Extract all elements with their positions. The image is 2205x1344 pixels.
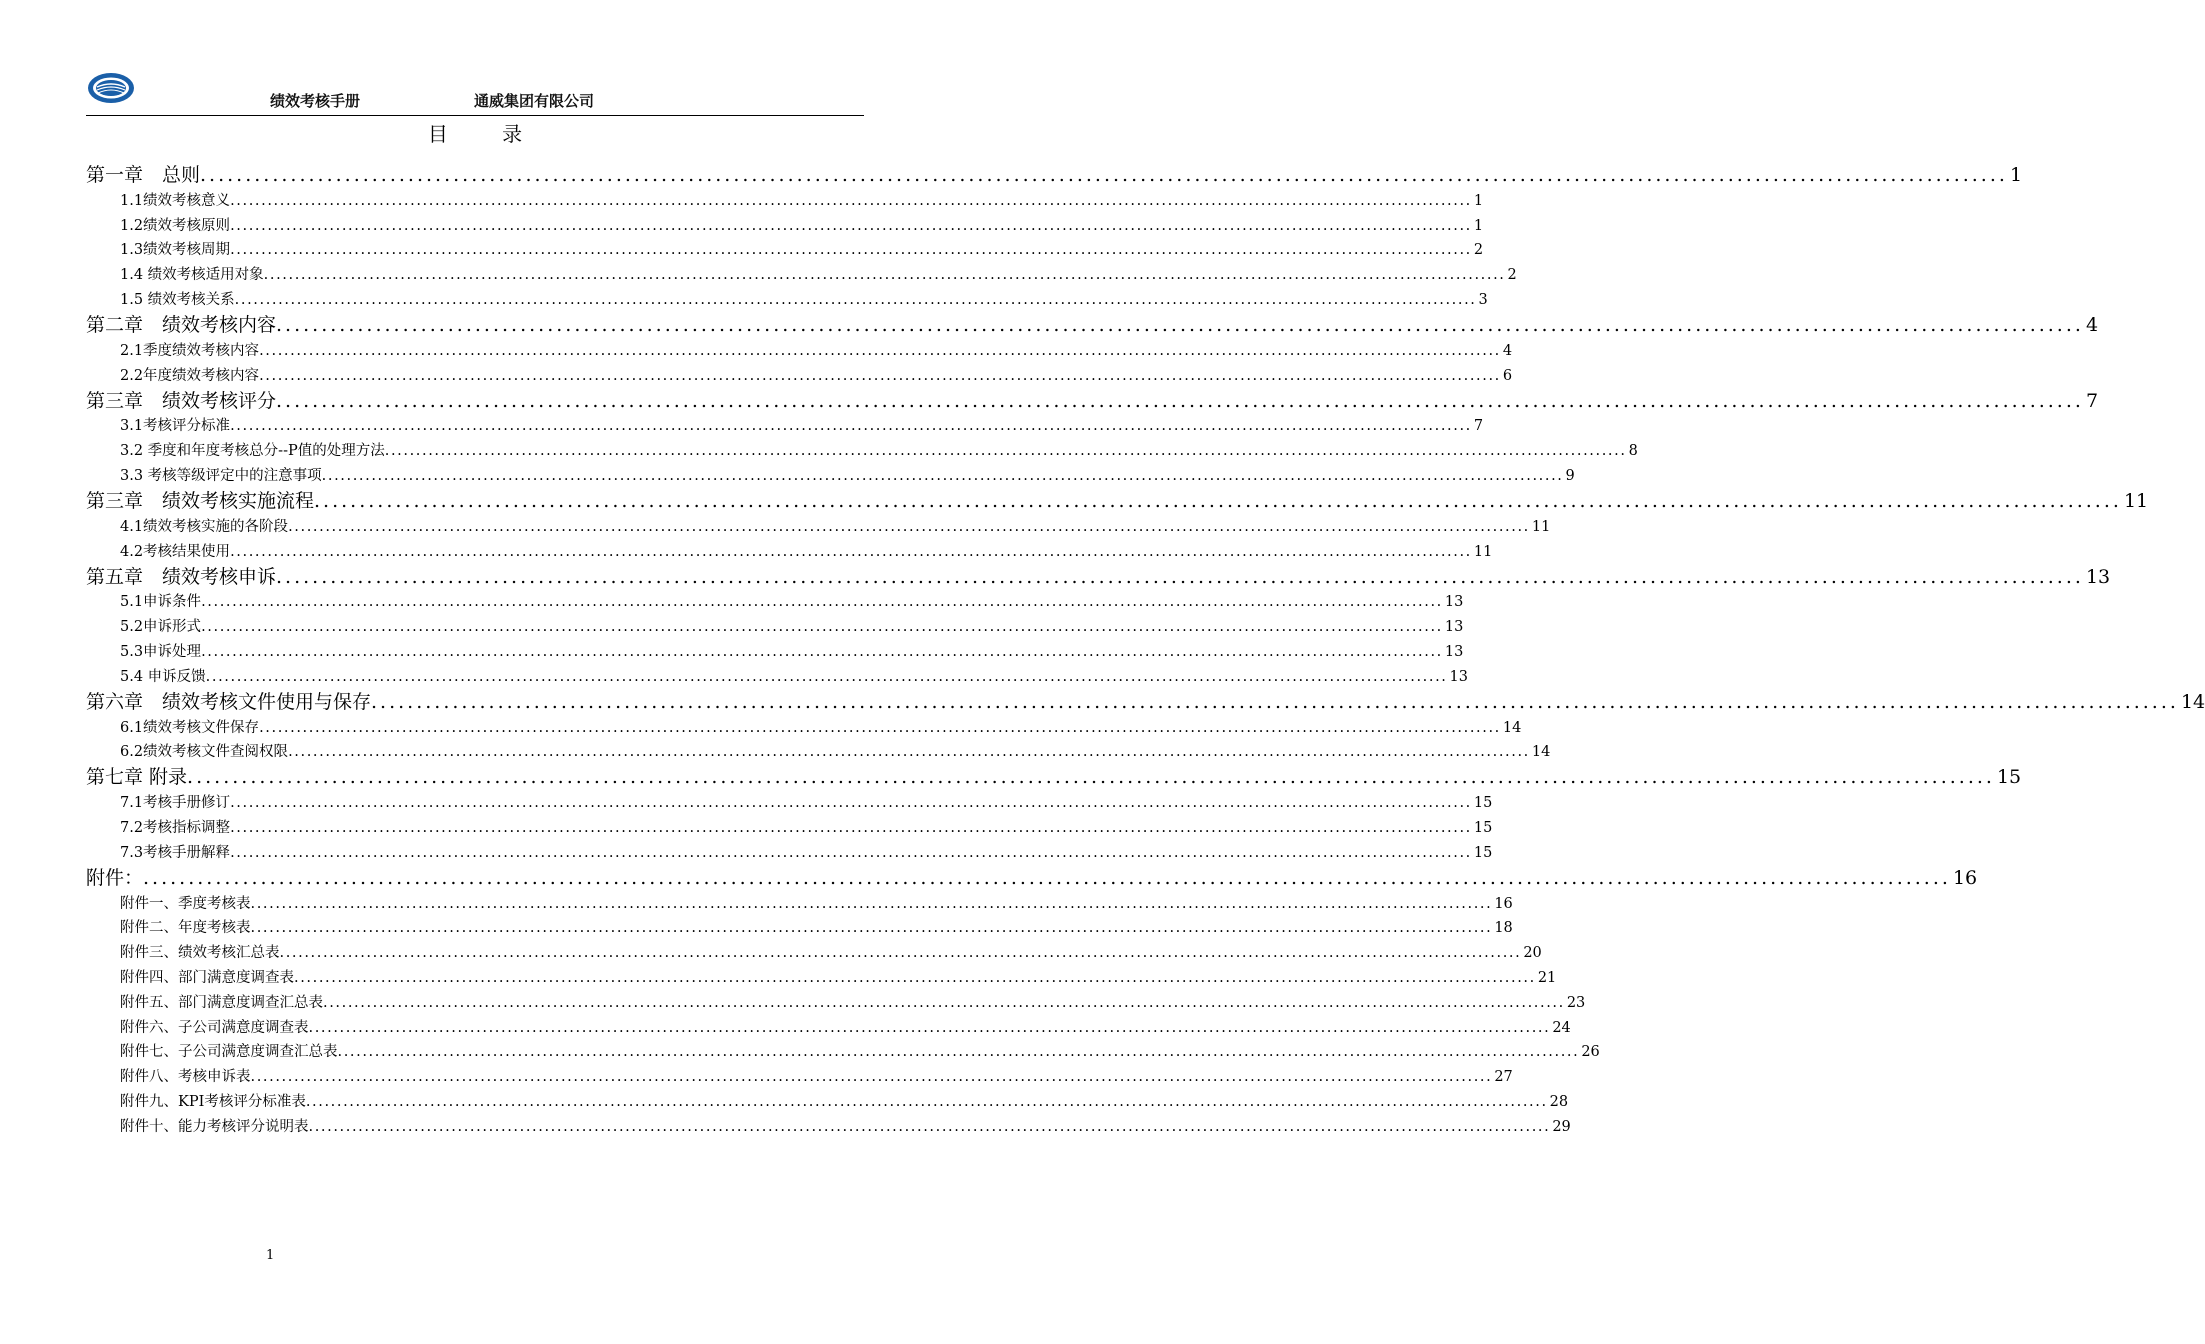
toc-section-entry[interactable] [86, 1015, 1571, 1040]
toc-chapter-entry[interactable] [86, 689, 2205, 715]
toc-entry-page: 1 [2009, 164, 2023, 186]
toc-entry-page: 15 [1473, 795, 1493, 812]
toc-leader-dots: ........................................................................................................................................................................................................ [200, 164, 2008, 186]
toc-section-entry[interactable] [86, 740, 1551, 765]
toc-leader-dots: ........................................................................................................................................................................................................ [308, 1118, 1551, 1135]
toc-entry-page: 7 [2085, 389, 2099, 412]
toc-leader-dots: ........................................................................................................................................................................................................ [259, 719, 1501, 736]
toc-section-entry[interactable] [86, 414, 1484, 439]
toc-leader-dots: ........................................................................................................................................................................................................ [230, 192, 1472, 209]
header-rule [86, 115, 864, 116]
toc-entry-page: 15 [1473, 844, 1493, 861]
toc-entry-page: 11 [1531, 518, 1551, 535]
table-of-contents [86, 162, 2205, 1139]
toc-section-entry[interactable] [86, 891, 1513, 916]
toc-section-entry[interactable] [86, 188, 1484, 213]
toc-entry-page: 15 [1473, 819, 1493, 836]
toc-leader-dots: ........................................................................................................................................................................................................ [276, 389, 2084, 412]
toc-chapter-entry[interactable] [86, 865, 1978, 891]
toc-entry-page: 1 [1473, 192, 1484, 209]
toc-title-text: 目 录 [427, 122, 523, 146]
toc-entry-page: 24 [1552, 1019, 1571, 1036]
toc-entry-label: 1.4 绩效考核适用对象 [120, 267, 264, 284]
toc-entry-label: 第六章 绩效考核文件使用与保存 [86, 690, 372, 713]
toc-entry-label: 附件七、子公司满意度调查汇总表 [120, 1044, 338, 1061]
toc-leader-dots: ........................................................................................................................................................................................................ [308, 1019, 1551, 1036]
toc-leader-dots: ........................................................................................................................................................................................................ [250, 920, 1493, 937]
toc-entry-label: 第五章 绩效考核申诉 [86, 565, 277, 588]
toc-section-entry[interactable] [86, 287, 1488, 312]
toc-section-entry[interactable] [86, 590, 1464, 615]
toc-entry-label: 附件二、年度考核表 [120, 920, 251, 937]
toc-entry-page: 3 [1478, 291, 1488, 308]
toc-leader-dots: ........................................................................................................................................................................................................ [314, 489, 2122, 512]
toc-leader-dots: ........................................................................................................................................................................................................ [259, 367, 1501, 384]
toc-leader-dots: ........................................................................................................................................................................................................ [288, 744, 1530, 761]
toc-entry-label: 第三章 绩效考核实施流程 [86, 489, 315, 512]
toc-entry-page: 16 [1494, 895, 1513, 912]
toc-entry-label: 2.2年度绩效考核内容 [120, 367, 260, 384]
toc-entry-label: 附件一、季度考核表 [120, 895, 251, 912]
toc-entry-page: 27 [1494, 1069, 1513, 1086]
toc-section-entry[interactable] [86, 790, 1493, 815]
toc-section-entry[interactable] [86, 338, 1513, 363]
toc-leader-dots: ........................................................................................................................................................................................................ [337, 1044, 1580, 1061]
toc-entry-label: 3.2 季度和年度考核总分--P值的处理方法 [120, 443, 385, 460]
toc-leader-dots: ........................................................................................................................................................................................................ [250, 1069, 1493, 1086]
manual-title: 绩效考核手册 [270, 92, 361, 110]
toc-entry-page: 14 [1531, 744, 1551, 761]
toc-section-entry[interactable] [86, 514, 1551, 539]
toc-entry-label: 4.1绩效考核实施的各阶段 [120, 518, 289, 535]
toc-leader-dots: ........................................................................................................................................................................................................ [276, 313, 2084, 336]
toc-leader-dots: ........................................................................................................................................................................................................ [230, 543, 1472, 560]
toc-leader-dots: ........................................................................................................................................................................................................ [230, 844, 1472, 861]
toc-entry-label: 附件十、能力考核评分说明表 [120, 1118, 309, 1135]
toc-section-entry[interactable] [86, 1089, 1569, 1114]
toc-entry-page: 15 [1996, 766, 2022, 789]
toc-leader-dots: ........................................................................................................................................................................................................ [321, 467, 1564, 484]
toc-leader-dots: ........................................................................................................................................................................................................ [250, 895, 1493, 912]
toc-entry-label: 附件八、考核申诉表 [120, 1069, 251, 1086]
toc-leader-dots: ........................................................................................................................................................................................................ [263, 267, 1506, 284]
toc-section-entry[interactable] [86, 840, 1493, 865]
toc-entry-page: 21 [1537, 969, 1557, 986]
toc-section-entry[interactable] [86, 463, 1575, 488]
toc-entry-page: 13 [1444, 619, 1464, 636]
toc-entry-page: 16 [1952, 866, 1978, 889]
toc-chapter-entry[interactable] [86, 388, 2099, 414]
toc-entry-page: 14 [2180, 690, 2205, 713]
toc-entry-label: 1.2绩效考核原则 [120, 217, 231, 234]
toc-entry-label: 附件： [86, 866, 144, 889]
toc-section-entry[interactable] [86, 614, 1464, 639]
toc-leader-dots: ........................................................................................................................................................................................................ [279, 945, 1522, 962]
toc-entry-page: 23 [1566, 994, 1586, 1011]
toc-entry-label: 附件六、子公司满意度调查表 [120, 1019, 309, 1036]
toc-entry-page: 29 [1552, 1118, 1571, 1135]
toc-entry-page: 18 [1494, 920, 1513, 937]
toc-section-entry[interactable] [86, 213, 1484, 238]
toc-entry-label: 6.2绩效考核文件查阅权限 [120, 744, 289, 761]
toc-entry-page: 13 [1444, 643, 1464, 660]
toc-title [0, 118, 950, 147]
toc-section-entry[interactable] [86, 1064, 1513, 1089]
toc-entry-label: 5.4 申诉反馈 [120, 668, 206, 685]
toc-section-entry[interactable] [86, 1040, 1600, 1065]
toc-leader-dots: ........................................................................................................................................................................................................ [230, 217, 1472, 234]
toc-entry-page: 13 [1449, 668, 1468, 685]
toc-leader-dots: ........................................................................................................................................................................................................ [294, 969, 1536, 986]
toc-entry-label: 6.1绩效考核文件保存 [120, 719, 260, 736]
toc-entry-label: 3.1考核评分标准 [120, 418, 231, 435]
toc-entry-page: 14 [1502, 719, 1522, 736]
toc-chapter-entry[interactable] [86, 564, 2111, 590]
toc-entry-page: 8 [1628, 443, 1638, 460]
toc-leader-dots: ........................................................................................................................................................................................................ [187, 766, 1995, 789]
toc-entry-label: 3.3 考核等级评定中的注意事项 [120, 467, 322, 484]
toc-entry-label: 7.1考核手册修订 [120, 795, 231, 812]
toc-entry-page: 20 [1523, 945, 1542, 962]
toc-entry-label: 附件四、部门满意度调查表 [120, 969, 294, 986]
toc-entry-label: 2.1季度绩效考核内容 [120, 342, 260, 359]
toc-section-entry[interactable] [86, 1114, 1571, 1139]
toc-leader-dots: ........................................................................................................................................................................................................ [143, 866, 1951, 889]
toc-section-entry[interactable] [86, 238, 1484, 263]
toc-leader-dots: ........................................................................................................................................................................................................ [230, 819, 1472, 836]
toc-entry-page: 2 [1507, 267, 1517, 284]
toc-entry-page: 2 [1473, 242, 1484, 259]
toc-entry-label: 1.3绩效考核周期 [120, 242, 231, 259]
toc-leader-dots: ........................................................................................................................................................................................................ [384, 443, 1627, 460]
company-name: 通威集团有限公司 [474, 92, 595, 110]
toc-leader-dots: ........................................................................................................................................................................................................ [230, 795, 1472, 812]
toc-section-entry[interactable] [86, 262, 1517, 287]
toc-leader-dots: ........................................................................................................................................................................................................ [288, 518, 1530, 535]
toc-entry-label: 7.3考核手册解释 [120, 844, 231, 861]
toc-entry-page: 11 [1473, 543, 1493, 560]
toc-section-entry[interactable] [86, 940, 1542, 965]
toc-section-entry[interactable] [86, 916, 1513, 941]
toc-section-entry[interactable] [86, 815, 1493, 840]
toc-leader-dots: ........................................................................................................................................................................................................ [205, 668, 1448, 685]
company-logo [86, 70, 136, 106]
toc-entry-page: 28 [1549, 1093, 1569, 1110]
toc-leader-dots: ........................................................................................................................................................................................................ [305, 1093, 1548, 1110]
toc-entry-label: 7.2考核指标调整 [120, 819, 231, 836]
toc-chapter-entry[interactable] [86, 764, 2022, 790]
toc-section-entry[interactable] [86, 539, 1493, 564]
toc-leader-dots: ........................................................................................................................................................................................................ [323, 994, 1565, 1011]
toc-entry-label: 附件九、KPI考核评分标准表 [120, 1093, 306, 1110]
toc-chapter-entry[interactable] [86, 312, 2099, 338]
toc-entry-label: 1.5 绩效考核关系 [120, 291, 235, 308]
toc-section-entry[interactable] [86, 438, 1638, 463]
toc-entry-label: 5.2申诉形式 [120, 619, 202, 636]
toc-leader-dots: ........................................................................................................................................................................................................ [259, 342, 1501, 359]
toc-entry-label: 5.3申诉处理 [120, 643, 202, 660]
toc-section-entry[interactable] [86, 965, 1557, 990]
toc-section-entry[interactable] [86, 990, 1586, 1015]
toc-entry-label: 第三章 绩效考核评分 [86, 389, 277, 412]
toc-section-entry[interactable] [86, 363, 1513, 388]
toc-entry-page: 4 [1502, 342, 1513, 359]
toc-entry-page: 4 [2085, 313, 2099, 336]
toc-entry-page: 26 [1581, 1044, 1600, 1061]
toc-entry-page: 7 [1473, 418, 1484, 435]
toc-leader-dots: ........................................................................................................................................................................................................ [201, 594, 1443, 611]
toc-chapter-entry[interactable] [86, 162, 2023, 188]
toc-leader-dots: ........................................................................................................................................................................................................ [230, 418, 1472, 435]
toc-entry-label: 附件三、绩效考核汇总表 [120, 945, 280, 962]
toc-leader-dots: ........................................................................................................................................................................................................ [201, 643, 1443, 660]
toc-entry-page: 6 [1502, 367, 1513, 384]
toc-leader-dots: ........................................................................................................................................................................................................ [201, 619, 1443, 636]
toc-leader-dots: ........................................................................................................................................................................................................ [276, 565, 2084, 588]
toc-entry-label: 第一章 总则 [86, 164, 201, 186]
toc-section-entry[interactable] [86, 639, 1464, 664]
toc-entry-label: 5.1申诉条件 [120, 594, 202, 611]
toc-entry-page: 11 [2123, 489, 2149, 512]
toc-entry-page: 1 [1473, 217, 1484, 234]
toc-section-entry[interactable] [86, 715, 1522, 740]
toc-entry-label: 4.2考核结果使用 [120, 543, 231, 560]
toc-chapter-entry[interactable] [86, 488, 2149, 514]
toc-section-entry[interactable] [86, 664, 1468, 689]
toc-leader-dots: ........................................................................................................................................................................................................ [234, 291, 1477, 308]
toc-entry-label: 第七章 附录 [86, 766, 188, 789]
toc-leader-dots: ........................................................................................................................................................................................................ [371, 690, 2179, 713]
page-number: 1 [266, 1248, 275, 1263]
toc-entry-label: 1.1绩效考核意义 [120, 192, 231, 209]
toc-entry-page: 13 [2085, 565, 2111, 588]
toc-entry-page: 9 [1565, 467, 1575, 484]
toc-leader-dots: ........................................................................................................................................................................................................ [230, 242, 1472, 259]
toc-entry-label: 附件五、部门满意度调查汇总表 [120, 994, 323, 1011]
toc-entry-page: 13 [1444, 594, 1464, 611]
toc-entry-label: 第二章 绩效考核内容 [86, 313, 277, 336]
